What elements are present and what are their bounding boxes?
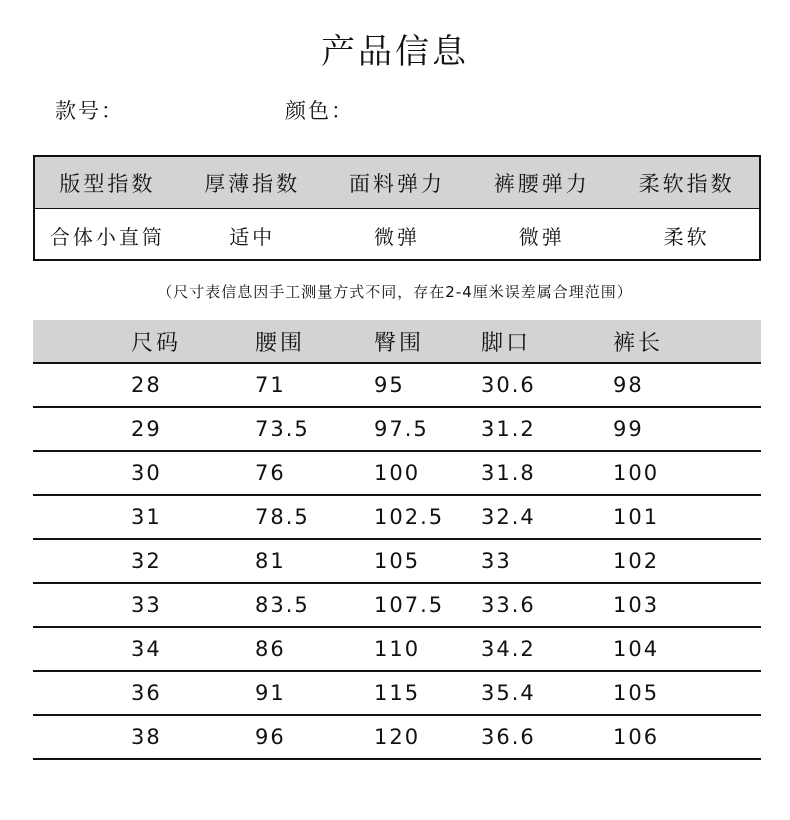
cell-hip: 95 <box>374 373 405 397</box>
cell-leg-opening: 31.8 <box>481 461 536 485</box>
cell-size: 31 <box>131 505 162 529</box>
cell-hip: 105 <box>374 549 421 573</box>
cell-leg-opening: 33.6 <box>481 593 536 617</box>
table-row <box>33 716 761 760</box>
header-size: 尺码 <box>131 330 182 356</box>
cell-hip: 120 <box>374 725 421 749</box>
attr-value-waist-stretch: 微弹 <box>518 224 565 249</box>
cell-waist: 83.5 <box>255 593 310 617</box>
cell-size: 30 <box>131 461 162 485</box>
header-length: 裤长 <box>613 330 664 356</box>
cell-leg-opening: 31.2 <box>481 417 536 441</box>
attr-header-waist-stretch: 裤腰弹力 <box>493 171 590 196</box>
cell-waist: 73.5 <box>255 417 310 441</box>
attr-value-fabric-stretch: 微弹 <box>373 224 420 249</box>
cell-length: 104 <box>613 637 660 661</box>
attr-header-softness: 柔软指数 <box>638 171 735 196</box>
table-row <box>33 452 761 496</box>
cell-length: 103 <box>613 593 660 617</box>
cell-waist: 91 <box>255 681 286 705</box>
cell-leg-opening: 36.6 <box>481 725 536 749</box>
attribute-table <box>33 155 761 261</box>
cell-leg-opening: 32.4 <box>481 505 536 529</box>
size-table-header <box>33 320 761 364</box>
header-leg-opening: 脚口 <box>481 330 532 356</box>
cell-size: 28 <box>131 373 162 397</box>
attr-header-fabric-stretch: 面料弹力 <box>348 171 445 196</box>
table-row <box>33 584 761 628</box>
header-waist: 腰围 <box>255 330 306 356</box>
attribute-value-row <box>35 209 759 261</box>
cell-length: 99 <box>613 417 644 441</box>
cell-size: 34 <box>131 637 162 661</box>
attr-value-fit: 合体小直筒 <box>49 224 165 249</box>
attr-value-thickness: 适中 <box>229 224 276 249</box>
attribute-header-row <box>35 157 759 209</box>
table-row <box>33 496 761 540</box>
measurement-note: （尺寸表信息因手工测量方式不同，存在2-4厘米误差属合理范围） <box>157 283 633 301</box>
cell-waist: 86 <box>255 637 286 661</box>
color-label: 颜色： <box>285 99 354 123</box>
table-row <box>33 408 761 452</box>
cell-hip: 110 <box>374 637 421 661</box>
cell-length: 101 <box>613 505 660 529</box>
cell-length: 102 <box>613 549 660 573</box>
cell-size: 29 <box>131 417 162 441</box>
cell-length: 105 <box>613 681 660 705</box>
cell-length: 106 <box>613 725 660 749</box>
cell-waist: 71 <box>255 373 286 397</box>
cell-waist: 96 <box>255 725 286 749</box>
cell-hip: 100 <box>374 461 421 485</box>
table-row <box>33 672 761 716</box>
cell-size: 32 <box>131 549 162 573</box>
cell-leg-opening: 34.2 <box>481 637 536 661</box>
cell-hip: 97.5 <box>374 417 429 441</box>
cell-size: 36 <box>131 681 162 705</box>
cell-leg-opening: 33 <box>481 549 512 573</box>
cell-hip: 107.5 <box>374 593 445 617</box>
cell-waist: 81 <box>255 549 286 573</box>
cell-size: 38 <box>131 725 162 749</box>
style-number-label: 款号： <box>55 99 124 123</box>
cell-hip: 102.5 <box>374 505 445 529</box>
cell-hip: 115 <box>374 681 421 705</box>
cell-length: 100 <box>613 461 660 485</box>
cell-waist: 76 <box>255 461 286 485</box>
page-title: 产品信息 <box>321 32 469 72</box>
header-hip: 臀围 <box>374 330 425 356</box>
attr-header-thickness: 厚薄指数 <box>204 171 301 196</box>
size-table-body <box>33 364 761 760</box>
attr-value-softness: 柔软 <box>663 224 710 249</box>
table-row <box>33 364 761 408</box>
size-table <box>33 320 761 760</box>
cell-waist: 78.5 <box>255 505 310 529</box>
cell-leg-opening: 35.4 <box>481 681 536 705</box>
cell-size: 33 <box>131 593 162 617</box>
cell-length: 98 <box>613 373 644 397</box>
attr-header-fit: 版型指数 <box>59 171 156 196</box>
cell-leg-opening: 30.6 <box>481 373 536 397</box>
table-row <box>33 628 761 672</box>
table-row <box>33 540 761 584</box>
